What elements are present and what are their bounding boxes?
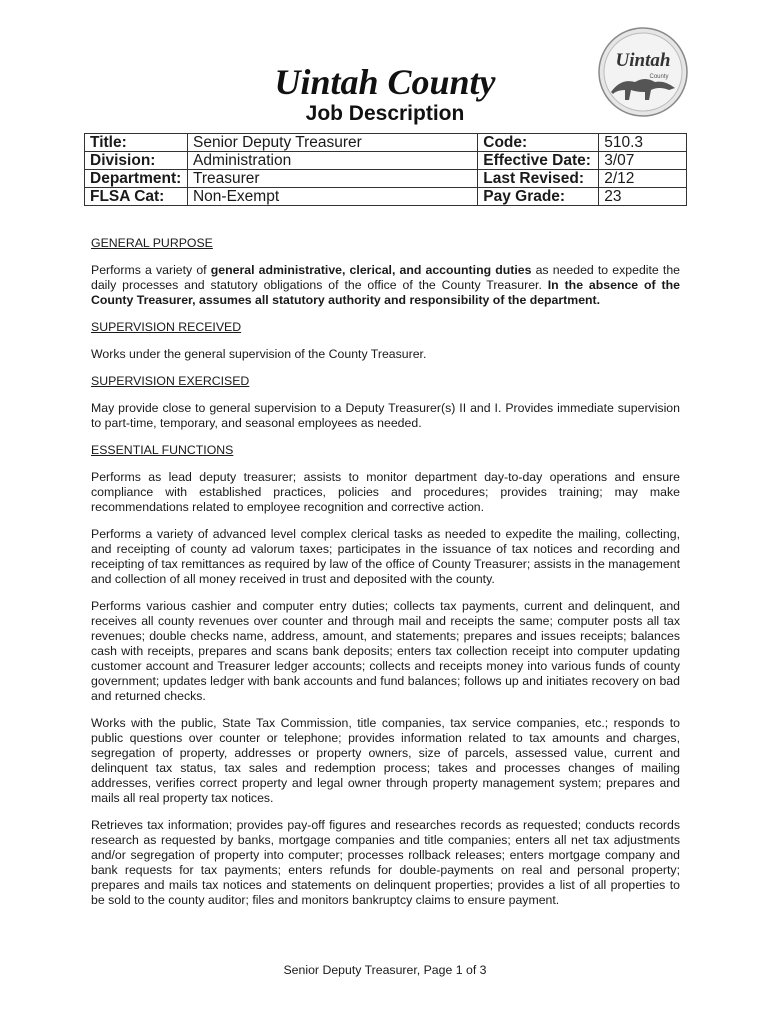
pay-grade-value: 23: [599, 188, 687, 206]
document-body: [91, 236, 680, 920]
logo-subtext: County: [649, 74, 669, 80]
county-seal-logo: [597, 26, 689, 118]
essential-function-paragraph: Performs various cashier and computer entry duties; collects tax payments, current and delinquent, and receives all county revenues over counter and through mail and receipts the same; computer posts all tax revenues; double checks name, address, amount, and statements; prepares and issues receipts; balances cash with receipts, prepares and scans bank deposits; enters tax collection receipt into computer updating customer account and Treasurer ledger accounts; collects and receipts money into various funds of county government; updates ledger with bank accounts and fund balances; follows up and initiates recovery on bad and returned checks.: [91, 599, 680, 703]
effective-date-label: Effective Date:: [478, 152, 599, 170]
general-purpose-paragraph: [91, 263, 680, 308]
general-purpose-bold-2: In the absence of the County Treasurer, assumes all statutory authority and responsibility of the department.: [91, 278, 680, 307]
supervision-received-paragraph: Works under the general supervision of the County Treasurer.: [91, 347, 427, 361]
flsa-category-value: Non-Exempt: [187, 188, 477, 206]
last-revised-label: Last Revised:: [478, 170, 599, 188]
essential-function-paragraph: Performs as lead deputy treasurer; assists to monitor department day-to-day operations and ensure compliance with established practices, policies and procedures; provides training; may make recommendations related to employee recognition and corrective action.: [91, 470, 680, 514]
job-info-table: [84, 133, 687, 206]
department-value: Treasurer: [187, 170, 477, 188]
county-title: Uintah County: [274, 62, 496, 102]
logo-text: Uintah: [615, 50, 671, 71]
code-value: 510.3: [599, 134, 687, 152]
department-label: Department:: [85, 170, 188, 188]
table-row: [85, 188, 687, 206]
table-row: [85, 134, 687, 152]
last-revised-value: 2/12: [599, 170, 687, 188]
pay-grade-label: Pay Grade:: [478, 188, 599, 206]
general-purpose-heading: GENERAL PURPOSE: [91, 236, 213, 250]
page-footer: Senior Deputy Treasurer, Page 1 of 3: [283, 963, 487, 977]
general-purpose-bold-1: general administrative, clerical, and accounting duties: [210, 263, 532, 277]
essential-function-paragraph: Performs a variety of advanced level complex clerical tasks as needed to expedite the mailing, collecting, and receipting of county ad valorum taxes; participates in the issuance of tax notices and recording and receipting of tax remittances as required by law of the office of County Treasurer; assists in the management and collection of all money received in trust and deposited with the county.: [91, 527, 680, 586]
document-subtitle: Job Description: [305, 102, 465, 125]
essential-functions-heading: ESSENTIAL FUNCTIONS: [91, 443, 234, 457]
supervision-received-heading: SUPERVISION RECEIVED: [91, 320, 242, 334]
supervision-exercised-heading: SUPERVISION EXERCISED: [91, 374, 250, 388]
table-row: [85, 170, 687, 188]
code-label: Code:: [478, 134, 599, 152]
general-purpose-text-2: as needed to expedite the daily processes and statutory obligations of the office of the County Treasurer.: [91, 263, 681, 292]
effective-date-value: 3/07: [599, 152, 687, 170]
title-label: Title:: [85, 134, 188, 152]
flsa-category-label: FLSA Cat:: [85, 188, 188, 206]
division-label: Division:: [85, 152, 188, 170]
title-value: Senior Deputy Treasurer: [187, 134, 477, 152]
division-value: Administration: [187, 152, 477, 170]
table-row: [85, 152, 687, 170]
essential-function-paragraph: Retrieves tax information; provides pay-off figures and researches records as requested; conducts records research as requested by banks, mortgage companies and title companies; enters all net tax adjustments and/or segregation of property into computer; processes rollback releases; enters mortgage company and bank requests for tax payments; enters refunds for double-payments on real and personal property; prepares and mails tax notices and statements on delinquent properties; provides a list of all properties to be sold to the county auditor; files and monitors bankruptcy claims to ensure payment.: [91, 818, 680, 907]
essential-function-paragraph: Works with the public, State Tax Commission, title companies, tax service companies, etc.; responds to public questions over counter or telephone; provides information related to tax amounts and charges, segregation of property, addresses or property owners, size of parcels, assessed value, current and delinquent tax status, tax sales and redemption process; takes and processes changes of mailing addresses, verifies correct property and legal owner through property management system; prepares and mails all real property tax notices.: [91, 716, 680, 805]
general-purpose-text-1: Performs a variety of: [91, 263, 211, 277]
supervision-exercised-paragraph: May provide close to general supervision to a Deputy Treasurer(s) II and I. Provides immediate supervision to part-time, temporary, and seasonal employees as needed.: [91, 401, 680, 430]
